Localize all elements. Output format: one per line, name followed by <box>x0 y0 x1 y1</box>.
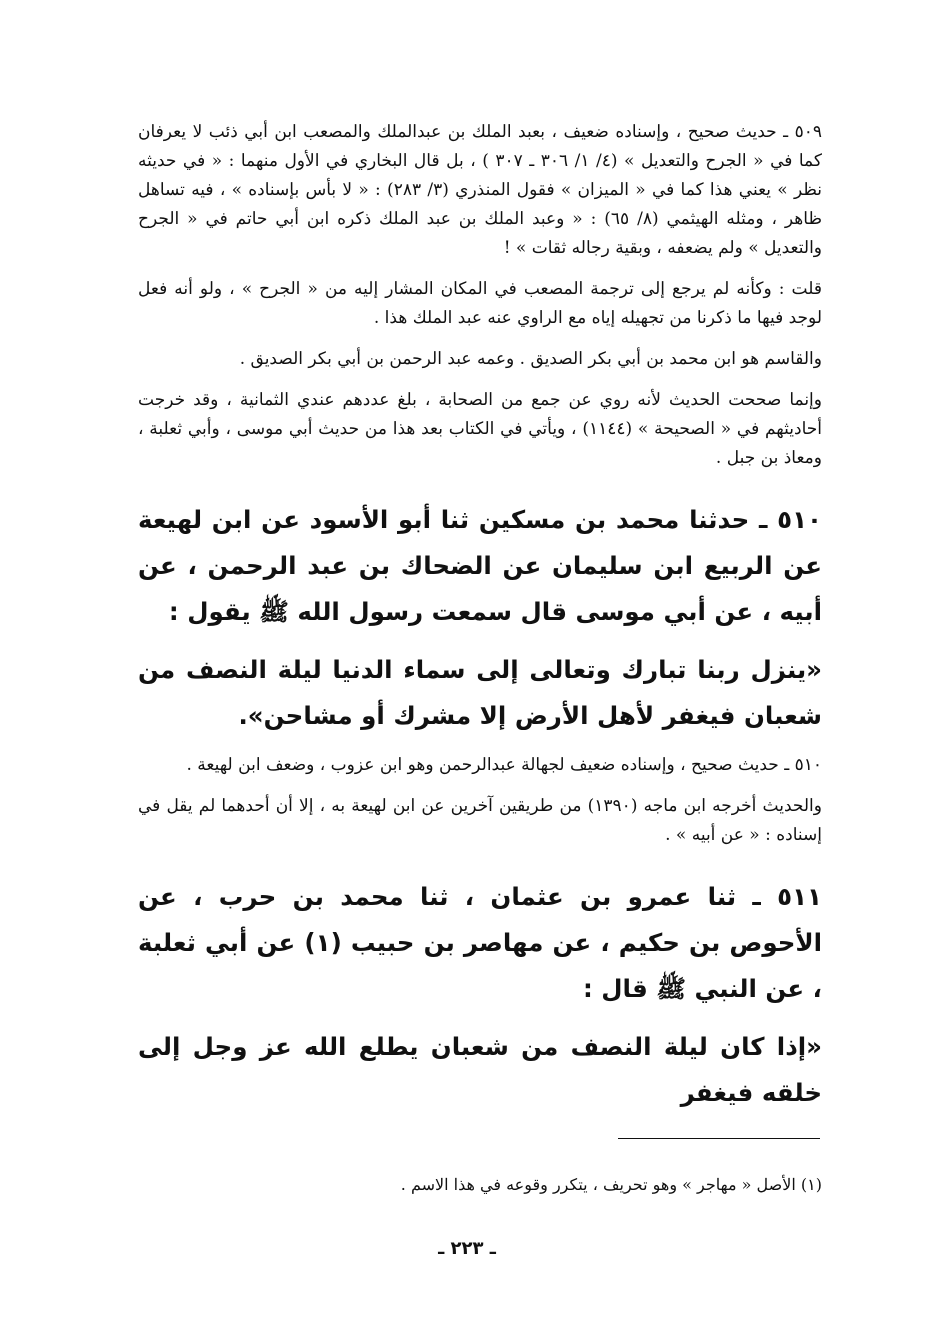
hadith-510-isnad: ٥١٠ ـ حدثنا محمد بن مسكين ثنا أبو الأسود عن ابن لهيعة عن الربيع ابن سليمان عن الضحاك بن عبد الرحمن ، عن أبيه ، عن أبي موسى قال سمعت رسول الله ﷺ يقول : <box>138 505 822 626</box>
commentary-509-note: قلت : وكأنه لم يرجع إلى ترجمة المصعب في المكان المشار إليه من « الجرح » ، ولو أنه فعل لوجد فيها ما ذكرنا من تجهيله إياه مع الراوي عنه عبد الملك هذا . <box>138 279 822 328</box>
footnote-divider <box>618 1138 820 1139</box>
commentary-509: ٥٠٩ ـ حديث صحيح ، وإسناده ضعيف ، بعبد الملك بن عبدالملك والمصعب ابن أبي ذئب لا يعرفان كما في « الجرح والتعديل » (٤/ ١/ ٣٠٦ ـ ٣٠٧ ) ، بل قال البخاري في الأول منهما : « في حديثه نظر » يعني هذا كما في « الميزان » فقول المنذري (٣/ ٢٨٣) : « لا بأس بإسناده » ، فيه تساهل ظاهر ، ومثله الهيثمي (٨/ ٦٥) : « وعبد الملك بن عبد الملك ذكره ابن أبي حاتم في « الجرح والتعديل » ولم يضعفه ، وبقية رجاله ثقات » ! <box>138 122 823 258</box>
page-number: ـ ٢٢٣ ـ <box>438 1238 496 1259</box>
page-body <box>138 118 822 1128</box>
hadith-511-matn: «إذا كان ليلة النصف من شعبان يطلع الله عز وجل إلى خلقه فيغفر <box>138 1032 822 1107</box>
commentary-509-qasim: والقاسم هو ابن محمد بن أبي بكر الصديق . وعمه عبد الرحمن بن أبي بكر الصديق . <box>239 349 822 369</box>
commentary-510: ٥١٠ ـ حديث صحيح ، وإسناده ضعيف لجهالة عبدالرحمن وهو ابن عزوب ، وضعف ابن لهيعة . <box>186 755 822 775</box>
footnote: (١) الأصل « مهاجر » وهو تحريف ، يتكرر وقوعه في هذا الاسم . <box>400 1175 822 1194</box>
hadith-511-isnad: ٥١١ ـ ثنا عمرو بن عثمان ، ثنا محمد بن حرب ، عن الأحوص بن حكيم ، عن مهاصر بن حبيب (١) عن أبي ثعلبة ، عن النبي ﷺ قال : <box>138 882 823 1003</box>
commentary-510-ibnmajah: والحديث أخرجه ابن ماجه (١٣٩٠) من طريقين آخرين عن ابن لهيعة به ، إلا أن أحدهما لم يقل في إسناده : « عن أبيه » . <box>138 796 822 845</box>
hadith-510-matn: «ينزل ربنا تبارك وتعالى إلى سماء الدنيا ليلة النصف من شعبان فيغفر لأهل الأرض إلا مشرك أو مشاحن». <box>138 655 822 730</box>
commentary-509-sahih: وإنما صححت الحديث لأنه روي عن جمع من الصحابة ، بلغ عددهم عندي الثمانية ، وقد خرجت أحاديثهم في « الصحيحة » (١١٤٤) ، ويأتي في الكتاب بعد هذا من حديث أبي موسى ، وأبي ثعلبة ، ومعاذ بن جبل . <box>138 390 822 468</box>
